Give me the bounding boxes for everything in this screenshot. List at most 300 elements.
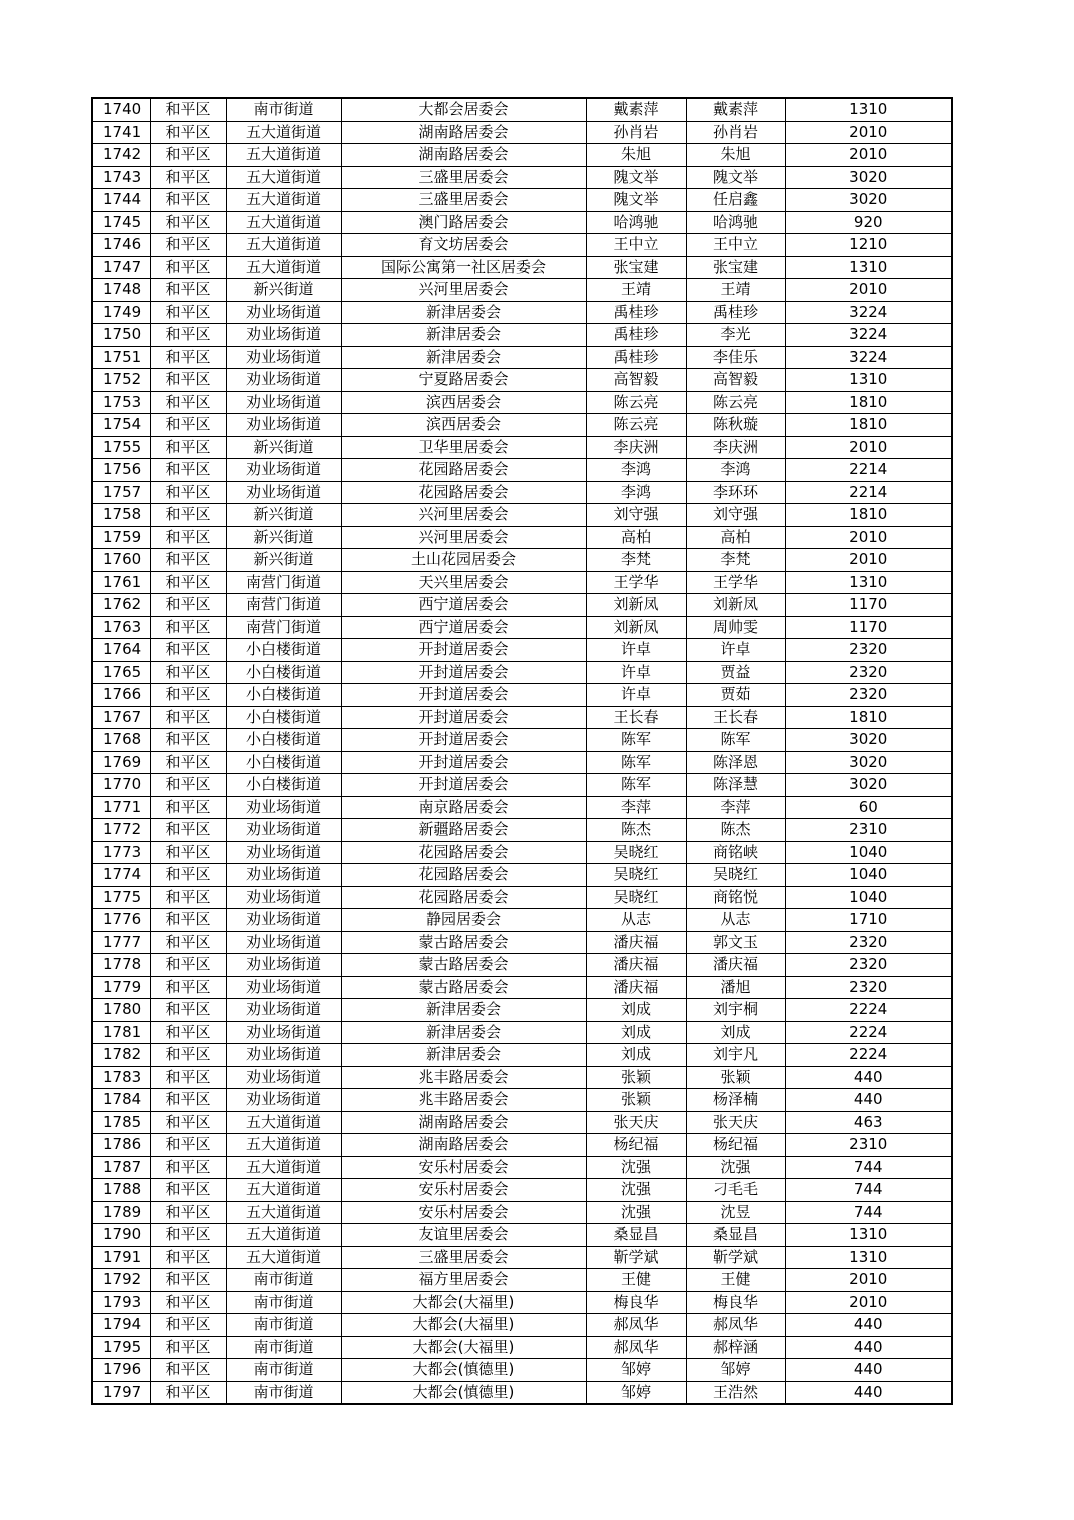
street-cell: 劝业场街道: [226, 391, 341, 414]
member-cell: 哈鸿驰: [686, 211, 785, 234]
amount-cell: 463: [785, 1111, 952, 1134]
district-cell: 和平区: [150, 616, 226, 639]
street-cell: 五大道街道: [226, 1224, 341, 1247]
table-row: [92, 909, 952, 932]
row-number-cell: 1768: [92, 729, 150, 752]
amount-cell: 2310: [785, 1134, 952, 1157]
district-cell: 和平区: [150, 279, 226, 302]
row-number-cell: 1797: [92, 1381, 150, 1404]
member-cell: 刁毛毛: [686, 1179, 785, 1202]
district-cell: 和平区: [150, 301, 226, 324]
district-cell: 和平区: [150, 189, 226, 212]
member-cell: 梅良华: [686, 1291, 785, 1314]
table-row: [92, 1359, 952, 1382]
street-cell: 五大道街道: [226, 256, 341, 279]
applicant-cell: 陈军: [586, 751, 686, 774]
row-number-cell: 1760: [92, 549, 150, 572]
row-number-cell: 1749: [92, 301, 150, 324]
table-row: [92, 436, 952, 459]
applicant-cell: 戴素萍: [586, 98, 686, 121]
street-cell: 劝业场街道: [226, 841, 341, 864]
table-row: [92, 571, 952, 594]
table-row: [92, 1381, 952, 1404]
member-cell: 刘成: [686, 1021, 785, 1044]
committee-cell: 安乐村居委会: [341, 1179, 586, 1202]
street-cell: 小白楼街道: [226, 661, 341, 684]
member-cell: 李佳乐: [686, 346, 785, 369]
amount-cell: 1810: [785, 706, 952, 729]
street-cell: 劝业场街道: [226, 819, 341, 842]
row-number-cell: 1796: [92, 1359, 150, 1382]
district-cell: 和平区: [150, 526, 226, 549]
district-cell: 和平区: [150, 864, 226, 887]
table-row: [92, 729, 952, 752]
committee-cell: 新疆路居委会: [341, 819, 586, 842]
table-body: [92, 98, 952, 1404]
street-cell: 南市街道: [226, 1381, 341, 1404]
committee-cell: 蒙古路居委会: [341, 954, 586, 977]
district-cell: 和平区: [150, 999, 226, 1022]
committee-cell: 开封道居委会: [341, 774, 586, 797]
committee-cell: 宁夏路居委会: [341, 369, 586, 392]
member-cell: 陈杰: [686, 819, 785, 842]
member-cell: 郝凤华: [686, 1314, 785, 1337]
committee-cell: 卫华里居委会: [341, 436, 586, 459]
amount-cell: 744: [785, 1201, 952, 1224]
member-cell: 隗文举: [686, 166, 785, 189]
row-number-cell: 1775: [92, 886, 150, 909]
applicant-cell: 潘庆福: [586, 931, 686, 954]
amount-cell: 1310: [785, 1224, 952, 1247]
amount-cell: 920: [785, 211, 952, 234]
table-row: [92, 1314, 952, 1337]
amount-cell: 2320: [785, 976, 952, 999]
table-row: [92, 144, 952, 167]
street-cell: 小白楼街道: [226, 684, 341, 707]
applicant-cell: 张颖: [586, 1066, 686, 1089]
amount-cell: 2214: [785, 481, 952, 504]
committee-cell: 兆丰路居委会: [341, 1089, 586, 1112]
street-cell: 新兴街道: [226, 549, 341, 572]
applicant-cell: 高柏: [586, 526, 686, 549]
amount-cell: 1310: [785, 98, 952, 121]
member-cell: 张天庆: [686, 1111, 785, 1134]
table-row: [92, 1156, 952, 1179]
district-cell: 和平区: [150, 819, 226, 842]
row-number-cell: 1740: [92, 98, 150, 121]
member-cell: 许卓: [686, 639, 785, 662]
member-cell: 邹婷: [686, 1359, 785, 1382]
applicant-cell: 吴晓红: [586, 841, 686, 864]
row-number-cell: 1753: [92, 391, 150, 414]
row-number-cell: 1748: [92, 279, 150, 302]
amount-cell: 1810: [785, 504, 952, 527]
district-cell: 和平区: [150, 1021, 226, 1044]
street-cell: 小白楼街道: [226, 774, 341, 797]
member-cell: 李萍: [686, 796, 785, 819]
applicant-cell: 吴晓红: [586, 864, 686, 887]
table-row: [92, 661, 952, 684]
committee-cell: 滨西居委会: [341, 414, 586, 437]
table-row: [92, 1066, 952, 1089]
row-number-cell: 1791: [92, 1246, 150, 1269]
table-row: [92, 324, 952, 347]
amount-cell: 2310: [785, 819, 952, 842]
amount-cell: 2320: [785, 931, 952, 954]
committee-cell: 大都会(大福里): [341, 1291, 586, 1314]
row-number-cell: 1750: [92, 324, 150, 347]
street-cell: 劝业场街道: [226, 1066, 341, 1089]
table-row: [92, 1291, 952, 1314]
applicant-cell: 张宝建: [586, 256, 686, 279]
table-row: [92, 931, 952, 954]
applicant-cell: 桑显昌: [586, 1224, 686, 1247]
committee-cell: 国际公寓第一社区居委会: [341, 256, 586, 279]
table-row: [92, 774, 952, 797]
table-row: [92, 346, 952, 369]
amount-cell: 1310: [785, 1246, 952, 1269]
member-cell: 陈军: [686, 729, 785, 752]
district-cell: 和平区: [150, 1066, 226, 1089]
applicant-cell: 梅良华: [586, 1291, 686, 1314]
district-cell: 和平区: [150, 1291, 226, 1314]
amount-cell: 440: [785, 1066, 952, 1089]
street-cell: 劝业场街道: [226, 481, 341, 504]
amount-cell: 2010: [785, 144, 952, 167]
applicant-cell: 张颖: [586, 1089, 686, 1112]
street-cell: 劝业场街道: [226, 931, 341, 954]
district-cell: 和平区: [150, 1269, 226, 1292]
applicant-cell: 哈鸿驰: [586, 211, 686, 234]
row-number-cell: 1784: [92, 1089, 150, 1112]
committee-cell: 西宁道居委会: [341, 594, 586, 617]
applicant-cell: 刘成: [586, 1021, 686, 1044]
applicant-cell: 李萍: [586, 796, 686, 819]
member-cell: 吴晓红: [686, 864, 785, 887]
street-cell: 劝业场街道: [226, 459, 341, 482]
committee-cell: 西宁道居委会: [341, 616, 586, 639]
committee-cell: 新津居委会: [341, 999, 586, 1022]
row-number-cell: 1785: [92, 1111, 150, 1134]
table-row: [92, 886, 952, 909]
applicant-cell: 郝凤华: [586, 1314, 686, 1337]
member-cell: 高智毅: [686, 369, 785, 392]
row-number-cell: 1776: [92, 909, 150, 932]
row-number-cell: 1786: [92, 1134, 150, 1157]
amount-cell: 2010: [785, 1269, 952, 1292]
row-number-cell: 1751: [92, 346, 150, 369]
street-cell: 五大道街道: [226, 1111, 341, 1134]
district-cell: 和平区: [150, 1156, 226, 1179]
applicant-cell: 王中立: [586, 234, 686, 257]
committee-cell: 花园路居委会: [341, 841, 586, 864]
table-row: [92, 1224, 952, 1247]
street-cell: 南营门街道: [226, 571, 341, 594]
table-row: [92, 1269, 952, 1292]
amount-cell: 1810: [785, 391, 952, 414]
amount-cell: 3020: [785, 189, 952, 212]
street-cell: 五大道街道: [226, 121, 341, 144]
district-cell: 和平区: [150, 684, 226, 707]
applicant-cell: 王长春: [586, 706, 686, 729]
table-row: [92, 796, 952, 819]
district-cell: 和平区: [150, 751, 226, 774]
member-cell: 杨纪福: [686, 1134, 785, 1157]
amount-cell: 60: [785, 796, 952, 819]
district-cell: 和平区: [150, 144, 226, 167]
street-cell: 五大道街道: [226, 166, 341, 189]
amount-cell: 3224: [785, 324, 952, 347]
street-cell: 五大道街道: [226, 1134, 341, 1157]
member-cell: 沈昱: [686, 1201, 785, 1224]
district-cell: 和平区: [150, 571, 226, 594]
row-number-cell: 1744: [92, 189, 150, 212]
applicant-cell: 禹桂珍: [586, 301, 686, 324]
committee-cell: 新津居委会: [341, 324, 586, 347]
street-cell: 南营门街道: [226, 616, 341, 639]
applicant-cell: 刘成: [586, 999, 686, 1022]
district-cell: 和平区: [150, 1089, 226, 1112]
committee-cell: 湖南路居委会: [341, 1111, 586, 1134]
row-number-cell: 1787: [92, 1156, 150, 1179]
committee-cell: 安乐村居委会: [341, 1201, 586, 1224]
member-cell: 王长春: [686, 706, 785, 729]
row-number-cell: 1792: [92, 1269, 150, 1292]
district-cell: 和平区: [150, 436, 226, 459]
amount-cell: 440: [785, 1359, 952, 1382]
table-row: [92, 841, 952, 864]
row-number-cell: 1746: [92, 234, 150, 257]
table-row: [92, 1021, 952, 1044]
row-number-cell: 1794: [92, 1314, 150, 1337]
street-cell: 劝业场街道: [226, 1021, 341, 1044]
row-number-cell: 1774: [92, 864, 150, 887]
table-row: [92, 414, 952, 437]
amount-cell: 1310: [785, 571, 952, 594]
row-number-cell: 1766: [92, 684, 150, 707]
street-cell: 南市街道: [226, 1314, 341, 1337]
amount-cell: 1040: [785, 841, 952, 864]
street-cell: 劝业场街道: [226, 976, 341, 999]
table-row: [92, 1179, 952, 1202]
district-cell: 和平区: [150, 549, 226, 572]
table-row: [92, 526, 952, 549]
applicant-cell: 孙肖岩: [586, 121, 686, 144]
street-cell: 小白楼街道: [226, 639, 341, 662]
district-cell: 和平区: [150, 1314, 226, 1337]
applicant-cell: 邹婷: [586, 1381, 686, 1404]
district-cell: 和平区: [150, 1179, 226, 1202]
amount-cell: 3224: [785, 301, 952, 324]
committee-cell: 天兴里居委会: [341, 571, 586, 594]
amount-cell: 1170: [785, 616, 952, 639]
row-number-cell: 1743: [92, 166, 150, 189]
applicant-cell: 禹桂珍: [586, 324, 686, 347]
applicant-cell: 李鸿: [586, 459, 686, 482]
member-cell: 高柏: [686, 526, 785, 549]
table-row: [92, 616, 952, 639]
applicant-cell: 陈云亮: [586, 391, 686, 414]
applicant-cell: 李梵: [586, 549, 686, 572]
amount-cell: 744: [785, 1179, 952, 1202]
row-number-cell: 1789: [92, 1201, 150, 1224]
row-number-cell: 1754: [92, 414, 150, 437]
amount-cell: 3224: [785, 346, 952, 369]
district-cell: 和平区: [150, 909, 226, 932]
row-number-cell: 1773: [92, 841, 150, 864]
district-cell: 和平区: [150, 414, 226, 437]
committee-cell: 新津居委会: [341, 301, 586, 324]
district-cell: 和平区: [150, 1381, 226, 1404]
amount-cell: 2224: [785, 1021, 952, 1044]
street-cell: 劝业场街道: [226, 796, 341, 819]
row-number-cell: 1756: [92, 459, 150, 482]
table-row: [92, 279, 952, 302]
member-cell: 王靖: [686, 279, 785, 302]
street-cell: 五大道街道: [226, 234, 341, 257]
applicant-cell: 李鸿: [586, 481, 686, 504]
amount-cell: 1710: [785, 909, 952, 932]
member-cell: 潘旭: [686, 976, 785, 999]
committee-cell: 开封道居委会: [341, 661, 586, 684]
member-cell: 从志: [686, 909, 785, 932]
street-cell: 五大道街道: [226, 1201, 341, 1224]
table-row: [92, 999, 952, 1022]
row-number-cell: 1761: [92, 571, 150, 594]
row-number-cell: 1752: [92, 369, 150, 392]
street-cell: 新兴街道: [226, 436, 341, 459]
applicant-cell: 隗文举: [586, 189, 686, 212]
district-cell: 和平区: [150, 459, 226, 482]
member-cell: 王中立: [686, 234, 785, 257]
district-cell: 和平区: [150, 1359, 226, 1382]
amount-cell: 2010: [785, 1291, 952, 1314]
district-cell: 和平区: [150, 774, 226, 797]
amount-cell: 440: [785, 1336, 952, 1359]
district-cell: 和平区: [150, 1201, 226, 1224]
amount-cell: 2320: [785, 639, 952, 662]
applicant-cell: 张天庆: [586, 1111, 686, 1134]
amount-cell: 1210: [785, 234, 952, 257]
district-cell: 和平区: [150, 369, 226, 392]
row-number-cell: 1755: [92, 436, 150, 459]
amount-cell: 1810: [785, 414, 952, 437]
amount-cell: 440: [785, 1381, 952, 1404]
committee-cell: 三盛里居委会: [341, 166, 586, 189]
street-cell: 五大道街道: [226, 1156, 341, 1179]
committee-cell: 花园路居委会: [341, 459, 586, 482]
district-cell: 和平区: [150, 1044, 226, 1067]
street-cell: 劝业场街道: [226, 1089, 341, 1112]
table-row: [92, 549, 952, 572]
member-cell: 禹桂珍: [686, 301, 785, 324]
applicant-cell: 靳学斌: [586, 1246, 686, 1269]
row-number-cell: 1759: [92, 526, 150, 549]
district-cell: 和平区: [150, 98, 226, 121]
committee-cell: 花园路居委会: [341, 864, 586, 887]
row-number-cell: 1763: [92, 616, 150, 639]
member-cell: 李鸿: [686, 459, 785, 482]
member-cell: 孙肖岩: [686, 121, 785, 144]
row-number-cell: 1757: [92, 481, 150, 504]
amount-cell: 1040: [785, 864, 952, 887]
district-cell: 和平区: [150, 706, 226, 729]
committee-cell: 安乐村居委会: [341, 1156, 586, 1179]
amount-cell: 1310: [785, 369, 952, 392]
committee-cell: 花园路居委会: [341, 481, 586, 504]
applicant-cell: 吴晓红: [586, 886, 686, 909]
committee-cell: 开封道居委会: [341, 729, 586, 752]
street-cell: 五大道街道: [226, 189, 341, 212]
committee-cell: 开封道居委会: [341, 706, 586, 729]
street-cell: 新兴街道: [226, 279, 341, 302]
table-row: [92, 954, 952, 977]
table-row: [92, 1111, 952, 1134]
member-cell: 贾益: [686, 661, 785, 684]
row-number-cell: 1745: [92, 211, 150, 234]
amount-cell: 1310: [785, 256, 952, 279]
committee-cell: 友谊里居委会: [341, 1224, 586, 1247]
row-number-cell: 1793: [92, 1291, 150, 1314]
district-cell: 和平区: [150, 841, 226, 864]
member-cell: 李庆洲: [686, 436, 785, 459]
row-number-cell: 1781: [92, 1021, 150, 1044]
district-cell: 和平区: [150, 391, 226, 414]
table-row: [92, 301, 952, 324]
member-cell: 桑显昌: [686, 1224, 785, 1247]
table-row: [92, 819, 952, 842]
committee-cell: 蒙古路居委会: [341, 931, 586, 954]
committee-cell: 澳门路居委会: [341, 211, 586, 234]
district-cell: 和平区: [150, 234, 226, 257]
row-number-cell: 1767: [92, 706, 150, 729]
amount-cell: 440: [785, 1314, 952, 1337]
committee-cell: 兴河里居委会: [341, 526, 586, 549]
amount-cell: 2010: [785, 279, 952, 302]
table-row: [92, 369, 952, 392]
applicant-cell: 陈军: [586, 729, 686, 752]
row-number-cell: 1771: [92, 796, 150, 819]
street-cell: 小白楼街道: [226, 706, 341, 729]
district-cell: 和平区: [150, 729, 226, 752]
committee-cell: 兴河里居委会: [341, 504, 586, 527]
district-cell: 和平区: [150, 211, 226, 234]
street-cell: 五大道街道: [226, 1179, 341, 1202]
applicant-cell: 杨纪福: [586, 1134, 686, 1157]
street-cell: 劝业场街道: [226, 999, 341, 1022]
street-cell: 劝业场街道: [226, 886, 341, 909]
street-cell: 南市街道: [226, 98, 341, 121]
applicant-cell: 高智毅: [586, 369, 686, 392]
applicant-cell: 沈强: [586, 1179, 686, 1202]
member-cell: 郝梓涵: [686, 1336, 785, 1359]
member-cell: 刘新凤: [686, 594, 785, 617]
street-cell: 劝业场街道: [226, 369, 341, 392]
committee-cell: 南京路居委会: [341, 796, 586, 819]
district-cell: 和平区: [150, 121, 226, 144]
table-row: [92, 1201, 952, 1224]
amount-cell: 2010: [785, 526, 952, 549]
amount-cell: 2320: [785, 661, 952, 684]
table-row: [92, 684, 952, 707]
row-number-cell: 1795: [92, 1336, 150, 1359]
applicant-cell: 王健: [586, 1269, 686, 1292]
member-cell: 朱旭: [686, 144, 785, 167]
row-number-cell: 1742: [92, 144, 150, 167]
street-cell: 劝业场街道: [226, 864, 341, 887]
street-cell: 劝业场街道: [226, 954, 341, 977]
committee-cell: 三盛里居委会: [341, 189, 586, 212]
